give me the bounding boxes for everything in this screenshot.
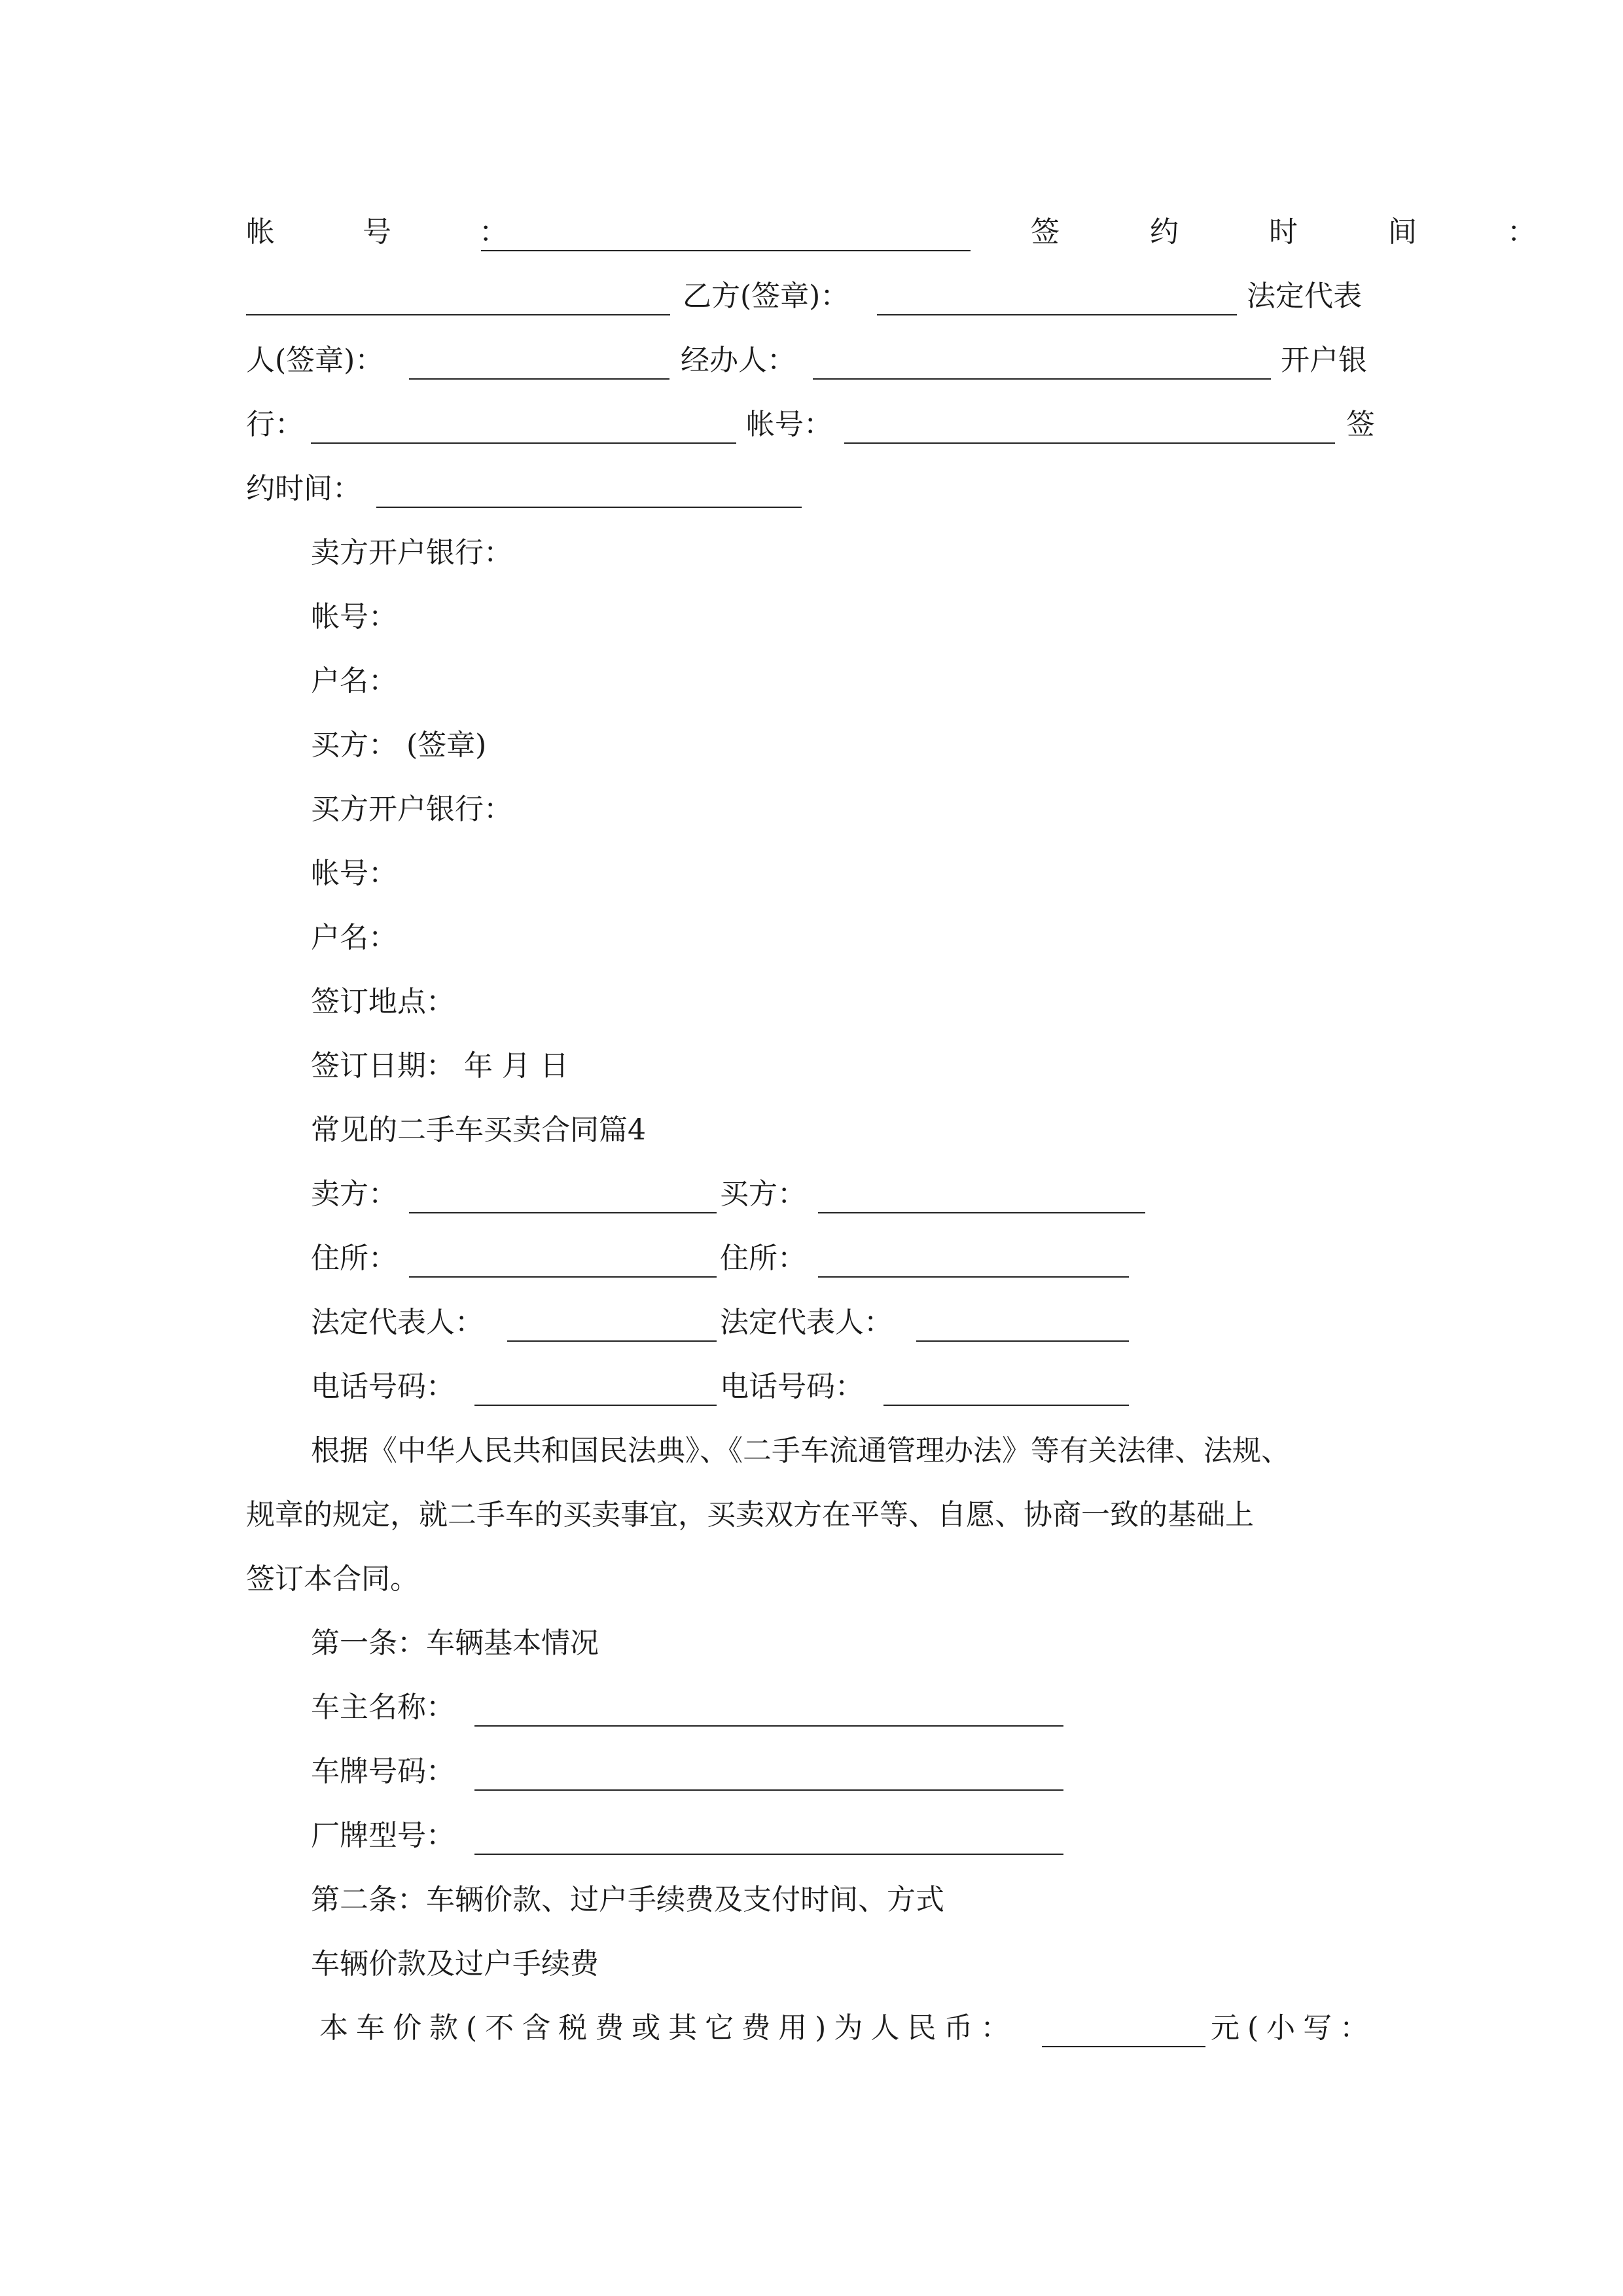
paragraph-line-2: 规章的规定，就二手车的买卖事宜，买卖双方在平等、自愿、协商一致的基础上 (246, 1498, 1254, 1532)
seller-legal-rep-blank (507, 1340, 717, 1342)
sign-place-label: 签订地点： (311, 985, 455, 1018)
line-account-sign-time (0, 200, 1623, 264)
account-label-2: 帐号： (746, 408, 832, 441)
seller-blank (409, 1212, 717, 1213)
seller-bank-label: 卖方开户银行： (311, 536, 512, 569)
seller-legal-rep-label: 法定代表人： (311, 1306, 484, 1339)
line-bank-account (0, 393, 1623, 457)
line-seller-bank (0, 521, 1623, 585)
line-legal-reps (0, 1291, 1623, 1355)
price-fee-heading: 车辆价款及过户手续费 (311, 1947, 599, 1981)
buyer-phone-label: 电话号码： (720, 1370, 864, 1403)
party-b-label: 乙方(签章)： (683, 279, 849, 313)
account-blank (481, 250, 971, 251)
line-party-b (0, 264, 1623, 329)
bank-label-start: 开户银 (1281, 344, 1367, 377)
line-phones (0, 1355, 1623, 1419)
buyer-phone-blank (883, 1405, 1129, 1406)
buyer-name-label: 户名： (311, 921, 397, 954)
line-price-fee (0, 1932, 1623, 1996)
line-para-3 (0, 1547, 1623, 1611)
line-sign-place (0, 970, 1623, 1034)
line-article-1 (0, 1611, 1623, 1676)
line-article-2 (0, 1868, 1623, 1932)
line-sign-time (0, 457, 1623, 521)
line-buyer-bank (0, 778, 1623, 842)
line-seller-account (0, 585, 1623, 649)
party-b-blank (877, 314, 1237, 315)
legal-rep-label-end: 人(签章)： (246, 344, 384, 377)
model-label: 厂牌型号： (311, 1819, 455, 1852)
price-label: 本车价款(不含税费或其它费用)为人民币： (319, 2011, 1018, 2045)
line-parties (0, 1162, 1623, 1227)
legal-rep-label-start: 法定代表 (1247, 279, 1362, 313)
owner-name-blank (474, 1725, 1063, 1727)
plate-no-label: 车牌号码： (311, 1755, 455, 1788)
paragraph-line-1: 根据《中华人民共和国民法典》、《二手车流通管理办法》等有关法律、法规、 (311, 1434, 1290, 1467)
buyer-bank-label: 买方开户银行： (311, 793, 512, 826)
line-buyer-name (0, 906, 1623, 970)
seller-name-label: 户名： (311, 664, 397, 698)
seller-label: 卖方： (311, 1177, 397, 1211)
owner-name-label: 车主名称： (311, 1691, 455, 1724)
article-2-title: 第二条：车辆价款、过户手续费及支付时间、方式 (311, 1883, 944, 1916)
legal-rep-blank (409, 378, 669, 380)
sign-time-label: 签 约 时 间 ： (1031, 215, 1577, 249)
buyer-legal-rep-label: 法定代表人： (720, 1306, 893, 1339)
buyer-account-label: 帐号： (311, 857, 397, 890)
buyer-address-blank (818, 1276, 1129, 1278)
agent-label: 经办人： (681, 344, 796, 377)
sign-time-blank-2 (376, 507, 802, 508)
line-addresses (0, 1227, 1623, 1291)
sign-time-label-end: 约时间： (246, 472, 361, 505)
model-blank (474, 1854, 1063, 1855)
seller-address-blank (409, 1276, 717, 1278)
seller-phone-blank (474, 1405, 717, 1406)
bank-label-end: 行： (246, 408, 304, 441)
buyer-blank (818, 1212, 1145, 1213)
line-model (0, 1804, 1623, 1868)
price-blank (1042, 2046, 1205, 2047)
agent-blank (813, 378, 1271, 380)
buyer-label: 买方： (720, 1177, 806, 1211)
seller-account-label: 帐号： (311, 600, 397, 634)
line-owner-name (0, 1676, 1623, 1740)
line-buyer-sign (0, 713, 1623, 778)
line-legal-rep-agent (0, 329, 1623, 393)
seller-phone-label: 电话号码： (311, 1370, 455, 1403)
sign-time-label-start: 签 (1346, 408, 1375, 441)
paragraph-line-3: 签订本合同。 (246, 1562, 419, 1596)
line-para-2 (0, 1483, 1623, 1547)
line-price (0, 1996, 1623, 2060)
section-title: 常见的二手车买卖合同篇4 (311, 1113, 646, 1147)
plate-no-blank (474, 1789, 1063, 1791)
line-para-1 (0, 1419, 1623, 1483)
article-1-title: 第一条：车辆基本情况 (311, 1626, 599, 1660)
line-buyer-account (0, 842, 1623, 906)
line-plate-no (0, 1740, 1623, 1804)
account-label: 帐 号 ： (246, 215, 547, 249)
account-blank-2 (844, 442, 1335, 444)
line-sign-date (0, 1034, 1623, 1098)
line-seller-name (0, 649, 1623, 713)
sign-time-blank (246, 314, 670, 315)
seller-address-label: 住所： (311, 1242, 397, 1275)
buyer-sign-label: 买方： (签章) (311, 728, 487, 762)
buyer-address-label: 住所： (720, 1242, 806, 1275)
buyer-legal-rep-blank (916, 1340, 1129, 1342)
bank-blank (311, 442, 736, 444)
price-unit-label: 元(小写： (1211, 2011, 1377, 2045)
line-section-title (0, 1098, 1623, 1162)
sign-date-label: 签订日期： 年 月 日 (311, 1049, 569, 1083)
